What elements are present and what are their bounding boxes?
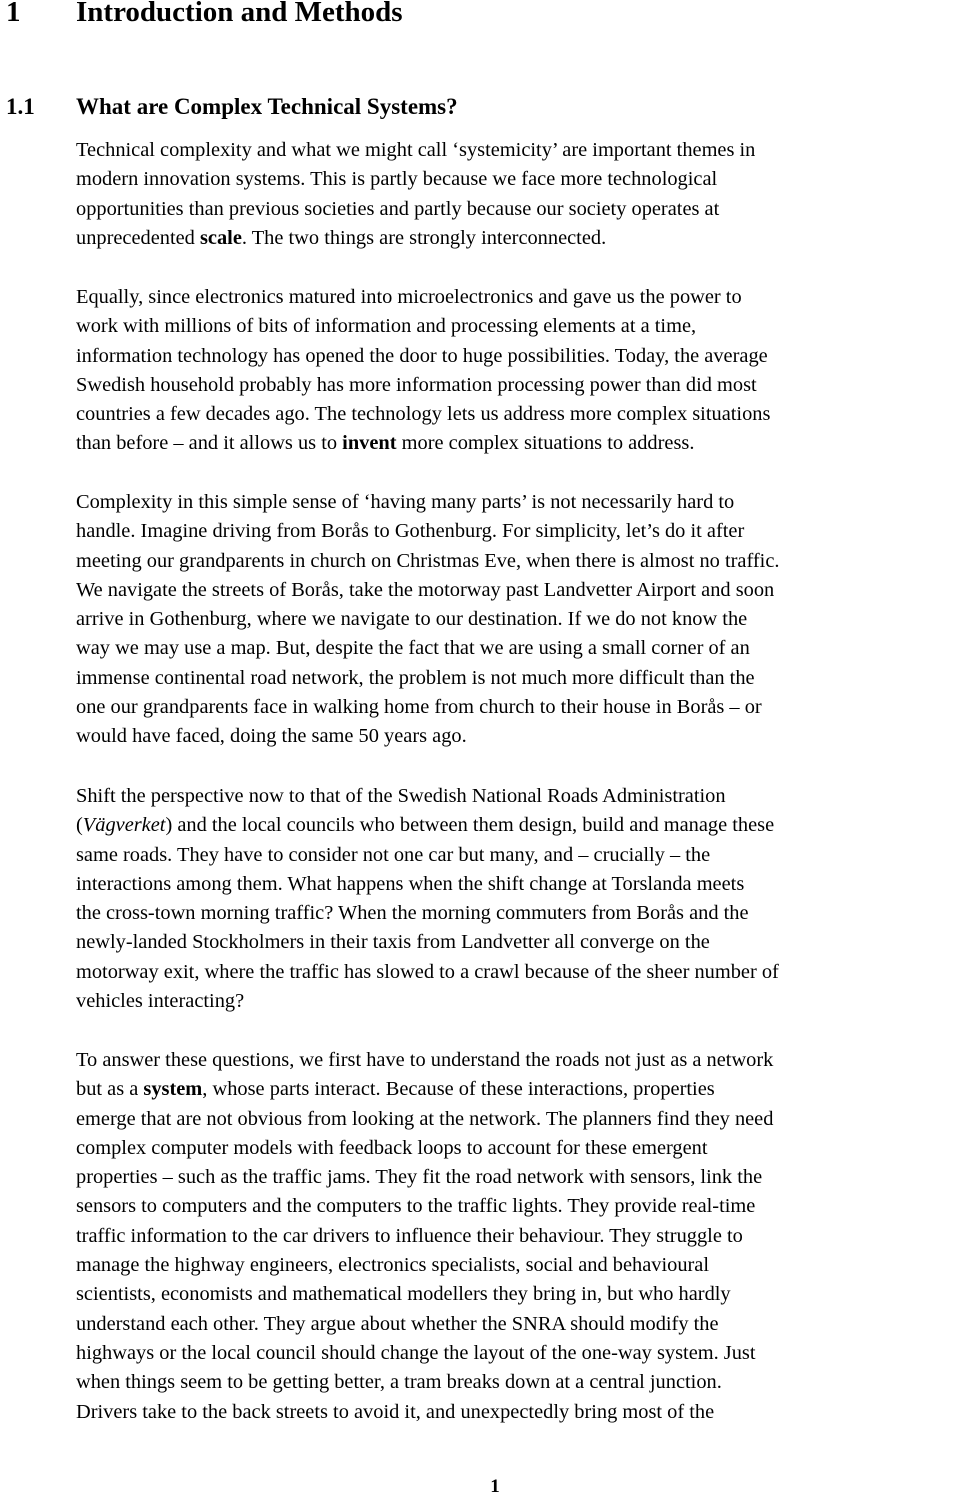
text-line: [76, 371, 960, 400]
section-title: What are Complex Technical Systems?: [76, 94, 458, 119]
text-run: handle. Imagine driving from Borås to Gothenburg. For simplicity, let’s do it after: [76, 520, 745, 543]
text-line: [76, 576, 960, 605]
paragraph: [76, 782, 960, 1016]
text-run: sensors to computers and the computers to the traffic lights. They provide real-time: [76, 1195, 756, 1218]
text-line: [76, 1368, 960, 1397]
text-run: understand each other. They argue about whether the SNRA should modify the: [76, 1312, 719, 1335]
bold-term: system: [143, 1078, 203, 1101]
text-run: complex computer models with feedback loops to account for these emergent: [76, 1136, 708, 1159]
text-run: when things seem to be getting better, a tram breaks down at a central junction.: [76, 1371, 722, 1394]
text-run: one our grandparents face in walking home from church to their house in Borås – or: [76, 696, 762, 719]
text-line: [76, 841, 960, 870]
text-run: (: [76, 814, 83, 837]
chapter-title: Introduction and Methods: [76, 0, 403, 28]
text-line: [76, 811, 960, 840]
text-line: [76, 1280, 960, 1309]
text-run: meeting our grandparents in church on Christmas Eve, when there is almost no traffic.: [76, 549, 780, 572]
text-line: [76, 342, 960, 371]
text-line: [76, 928, 960, 957]
text-run: interactions among them. What happens when the shift change at Torslanda meets: [76, 872, 745, 895]
section-number: 1.1: [6, 94, 35, 119]
text-run: Shift the perspective now to that of the Swedish National Roads Administration: [76, 785, 726, 807]
text-line: [76, 605, 960, 634]
bold-term: invent: [342, 432, 397, 455]
text-run: immense continental road network, the problem is not much more difficult than the: [76, 666, 755, 689]
text-run: . The two things are strongly interconnected.: [241, 226, 607, 249]
text-run: traffic information to the car drivers to influence their behaviour. They struggle to: [76, 1224, 743, 1247]
text-line: [76, 664, 960, 693]
text-run: Equally, since electronics matured into microelectronics and gave us the power to: [76, 286, 742, 308]
text-line: [76, 782, 960, 811]
text-run: same roads. They have to consider not one car but many, and – crucially – the: [76, 843, 711, 866]
text-line: [76, 547, 960, 576]
text-run: motorway exit, where the traffic has slowed to a crawl because of the sheer number of: [76, 960, 779, 983]
text-line: [76, 429, 960, 458]
text-line: [76, 1251, 960, 1280]
section-heading: [6, 92, 458, 122]
text-run: properties – such as the traffic jams. They fit the road network with sensors, link the: [76, 1166, 763, 1189]
text-run: Complexity in this simple sense of ‘having many parts’ is not necessarily hard to: [76, 491, 735, 513]
text-line: [76, 899, 960, 928]
text-run: , whose parts interact. Because of these interactions, properties: [202, 1078, 715, 1101]
text-run: Drivers take to the back streets to avoid it, and unexpectedly bring most of the: [76, 1400, 715, 1423]
text-run: Swedish household probably has more information processing power than did most: [76, 373, 757, 396]
text-run: emerge that are not obvious from looking at the network. The planners find they need: [76, 1107, 774, 1130]
text-line: [76, 1192, 960, 1221]
text-run: opportunities than previous societies and partly because our society operates at: [76, 197, 720, 220]
text-run: Technical complexity and what we might call ‘systemicity’ are important themes in: [76, 139, 756, 161]
text-line: [76, 1134, 960, 1163]
text-line: [76, 136, 960, 165]
italic-term: Vägverket: [82, 814, 166, 837]
text-line: [76, 634, 960, 663]
text-run: vehicles interacting?: [76, 990, 245, 1013]
text-run: would have faced, doing the same 50 years ago.: [76, 725, 467, 748]
chapter-heading: [6, 0, 403, 30]
text-line: [76, 312, 960, 341]
text-line: [76, 1222, 960, 1251]
text-line: [76, 1398, 960, 1427]
text-run: way we may use a map. But, despite the fact that we are using a small corner of an: [76, 637, 750, 660]
text-run: highways or the local council should change the layout of the one-way system. Just: [76, 1341, 756, 1364]
text-run: We navigate the streets of Borås, take the motorway past Landvetter Airport and soon: [76, 578, 775, 601]
chapter-number: 1: [6, 0, 21, 28]
page-number: 1: [490, 1476, 500, 1497]
text-line: [76, 517, 960, 546]
text-run: ) and the local councils who between them design, build and manage these: [165, 814, 775, 837]
text-line: [76, 400, 960, 429]
paragraph: [76, 1046, 960, 1427]
text-run: work with millions of bits of information and processing elements at a time,: [76, 315, 697, 338]
text-run: modern innovation systems. This is partly because we face more technological: [76, 168, 718, 191]
text-line: [76, 1310, 960, 1339]
text-line: [76, 958, 960, 987]
paragraph: [76, 283, 960, 459]
text-line: [76, 693, 960, 722]
text-run: than before – and it allows us to: [76, 432, 343, 455]
text-line: [76, 987, 960, 1016]
text-line: [76, 1046, 960, 1075]
text-line: [76, 1075, 960, 1104]
text-line: [76, 1105, 960, 1134]
text-run: information technology has opened the door to huge possibilities. Today, the average: [76, 344, 768, 367]
text-line: [76, 1339, 960, 1368]
text-line: [76, 488, 960, 517]
text-run: but as a: [76, 1078, 144, 1101]
text-line: [76, 722, 960, 751]
text-line: [76, 1163, 960, 1192]
paragraph: [76, 136, 960, 253]
paragraph: [76, 488, 960, 752]
text-run: manage the highway engineers, electronics specialists, social and behavioural: [76, 1254, 710, 1277]
text-run: arrive in Gothenburg, where we navigate to our destination. If we do not know the: [76, 608, 748, 631]
text-run: To answer these questions, we first have to understand the roads not just as a network: [76, 1049, 774, 1071]
text-run: scientists, economists and mathematical modellers they bring in, but who hardly: [76, 1283, 731, 1306]
text-line: [76, 224, 960, 253]
text-run: more complex situations to address.: [396, 432, 695, 455]
text-line: [76, 195, 960, 224]
text-run: countries a few decades ago. The technology lets us address more complex situations: [76, 403, 771, 426]
text-line: [76, 165, 960, 194]
text-run: unprecedented: [76, 226, 200, 249]
text-run: the cross-town morning traffic? When the morning commuters from Borås and the: [76, 902, 749, 925]
text-run: newly-landed Stockholmers in their taxis from Landvetter all converge on the: [76, 931, 710, 954]
text-line: [76, 870, 960, 899]
bold-term: scale: [199, 226, 242, 249]
text-line: [76, 283, 960, 312]
